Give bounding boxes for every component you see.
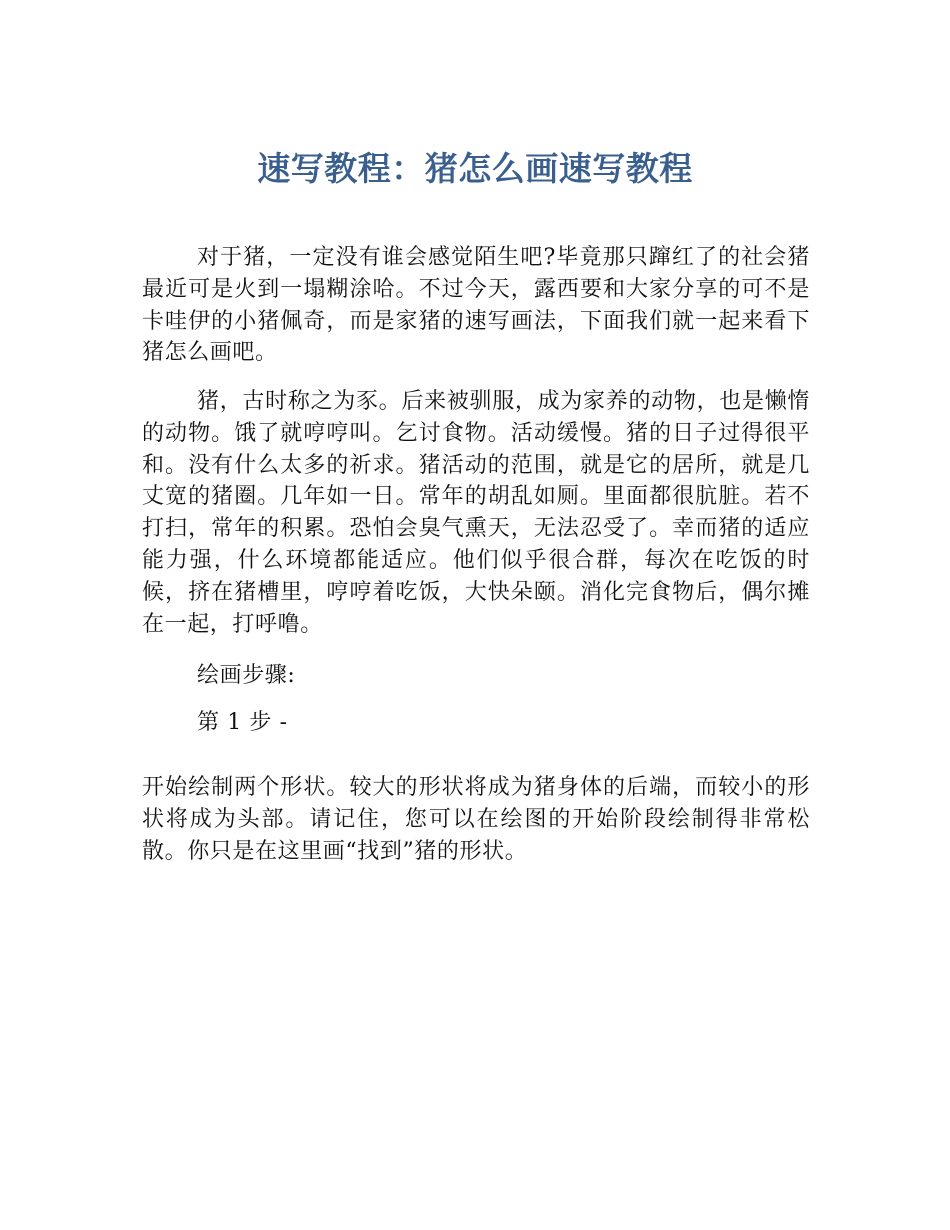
steps-heading: 绘画步骤:: [197, 663, 296, 688]
step1-label: 第 1 步 -: [197, 710, 288, 735]
description-paragraph: 猪，古时称之为豕。后来被驯服，成为家养的动物，也是懒惰的动物。饿了就哼哼叫。乞讨食物。活动缓慢。猪的日子过得很平和。没有什么太多的祈求。猪活动的范围，就是它的居所，就是几丈宽的猪圈。几年如一日。常年的胡乱如厕。里面都很肮脏。若不打扫，常年的积累。恐怕会臭气熏天，无法忍受了。幸而猪的适应能力强，什么环境都能适应。他们似乎很合群，每次在吃饭的时候，挤在猪槽里，哼哼着吃饭，大快朵颐。消化完食物后，偶尔摊在一起，打呼噜。: [142, 389, 810, 637]
document-title: 速写教程：猪怎么画速写教程: [257, 149, 693, 188]
step1-paragraph: 开始绘制两个形状。较大的形状将成为猪身体的后端，而较小的形状将成为头部。请记住，您可以在绘图的开始阶段绘制得非常松散。你只是在这里画“找到”猪的形状。: [142, 775, 810, 864]
intro-paragraph: 对于猪，一定没有谁会感觉陌生吧?毕竟那只蹿红了的社会猪最近可是火到一塌糊涂哈。不过今天，露西要和大家分享的可不是卡哇伊的小猪佩奇，而是家猪的速写画法，下面我们就一起来看下猪怎么画吧。: [142, 245, 810, 366]
